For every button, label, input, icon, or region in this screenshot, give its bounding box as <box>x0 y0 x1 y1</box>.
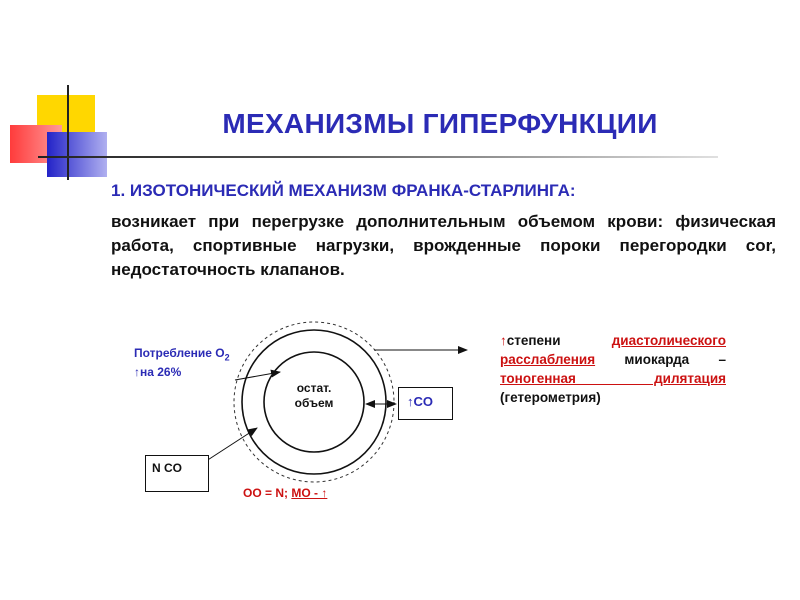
slide-title: МЕХАНИЗМЫ ГИПЕРФУНКЦИИ <box>222 108 658 139</box>
oxygen-consumption-label <box>134 346 230 380</box>
arrow-inner <box>235 372 280 380</box>
oo-prefix: ОО = N; <box>243 486 292 500</box>
right-note-part5: (гетерометрия) <box>500 390 601 405</box>
consumption-subscript: 2 <box>224 352 230 363</box>
nco-box <box>145 455 209 492</box>
right-note-part1: степени <box>506 333 561 348</box>
nco-label: N CO <box>152 461 182 475</box>
mo-label: МО - ↑ <box>291 486 328 500</box>
up-arrow-icon: ↑ <box>500 333 507 348</box>
center-label-line1: остат. <box>296 381 332 395</box>
co-box <box>398 387 453 420</box>
center-label-line2: объем <box>294 396 334 410</box>
right-note-part3: миокарда – <box>624 352 726 367</box>
section-heading: 1. ИЗОТОНИЧЕСКИЙ МЕХАНИЗМ ФРАНКА-СТАРЛИНГА: <box>111 181 576 200</box>
consumption-increase: ↑на 26% <box>134 365 182 380</box>
right-note-part4: тоногенная дилятация <box>500 371 726 386</box>
co-label: ↑CO <box>407 394 433 409</box>
right-note <box>500 331 726 407</box>
oo-mo-label <box>243 486 327 500</box>
body-paragraph: возникает при перегрузке дополнительным объемом крови: физическая работа, спортивные нагрузки, врожденные пороки перегородки cor, недостаточность клапанов. <box>111 212 776 279</box>
right-note-part2: диастолического расслабления <box>500 333 726 367</box>
consumption-text: Потребление O <box>134 346 225 360</box>
